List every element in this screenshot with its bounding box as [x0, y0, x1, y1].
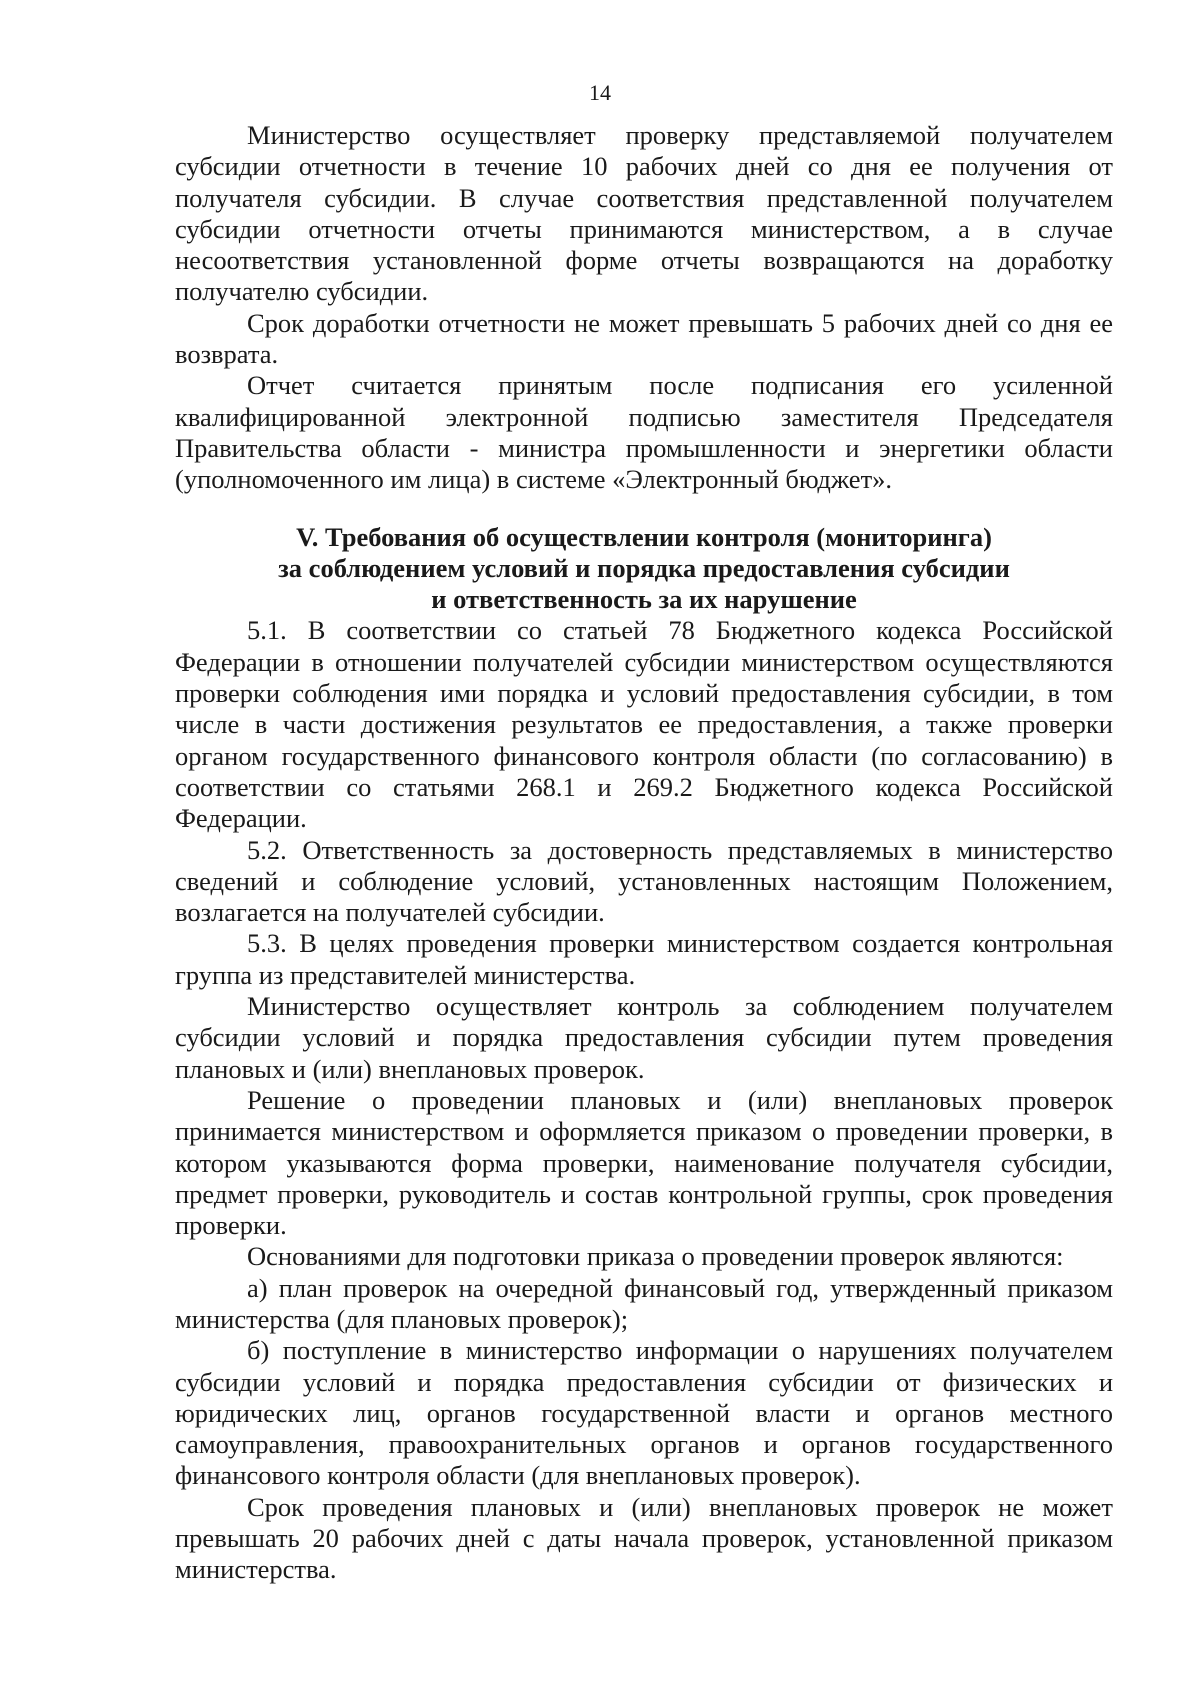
section-heading-line-3: и ответственность за их нарушение: [431, 584, 857, 615]
paragraph-5-1: 5.1. В соответствии со статьей 78 Бюджетного кодекса Российской Федерации в отношении получателей субсидии министерством осуществляются проверки соблюдения ими порядка и условий предоставления субсидии, в том числе в части достижения результатов ее предоставления, а также проверки органом государственного финансового контроля области (по согласованию) в соответствии со статьями 268.1 и 269.2 Бюджетного кодекса Российской Федерации.: [175, 615, 1113, 834]
paragraph-inspection-duration: Срок проведения плановых и (или) внеплановых проверок не может превышать 20 рабочих дней с даты начала проверок, установленной приказом министерства.: [175, 1491, 1113, 1585]
paragraph-grounds-b: б) поступление в министерство информации о нарушениях получателем субсидии условий и порядка предоставления субсидии от физических и юридических лиц, органов государственной власти и органов местного самоуправления, правоохранительных органов и органов государственного финансового контроля области (для внеплановых проверок).: [175, 1335, 1113, 1491]
paragraph-report-acceptance: Отчет считается принятым после подписания его усиленной квалифицированной электронной подписью заместителя Председателя Правительства области - министра промышленности и энергетики области (уполномоченного им лица) в системе «Электронный бюджет».: [175, 370, 1113, 495]
page-number: 14: [589, 80, 611, 105]
paragraph-grounds-a: а) план проверок на очередной финансовый год, утвержденный приказом министерства (для плановых проверок);: [175, 1272, 1113, 1334]
section-heading-line-2: за соблюдением условий и порядка предоставления субсидии: [278, 552, 1010, 583]
paragraph-control: Министерство осуществляет контроль за соблюдением получателем субсидии условий и порядка предоставления субсидии путем проведения плановых и (или) внеплановых проверок.: [175, 991, 1113, 1084]
paragraph-5-3: 5.3. В целях проведения проверки министерством создается контрольная группа из представителей министерства.: [175, 928, 1113, 990]
paragraph-inspection-decision: Решение о проведении плановых и (или) внеплановых проверок принимается министерством и оформляется приказом о проведении проверки, в котором указываются форма проверки, наименование получателя субсидии, предмет проверки, руководитель и состав контрольной группы, срок проведения проверки.: [175, 1084, 1113, 1241]
document-body: [175, 120, 1113, 1586]
paragraph-grounds-intro: Основаниями для подготовки приказа о проведении проверок являются:: [247, 1241, 1064, 1272]
paragraph-5-2: 5.2. Ответственность за достоверность представляемых в министерство сведений и соблюдение условий, установленных настоящим Положением, возлагается на получателей субсидии.: [175, 834, 1113, 928]
paragraph-report-verification: Министерство осуществляет проверку представляемой получателем субсидии отчетности в течение 10 рабочих дней со дня ее получения от получателя субсидии. В случае соответствия представленной получателем субсидии отчетности отчеты принимаются министерством, а в случае несоответствия установленной форме отчеты возвращаются на доработку получателю субсидии.: [175, 120, 1113, 307]
section-heading: [175, 522, 1113, 616]
section-heading-line-1: V. Требования об осуществлении контроля (мониторинга): [296, 521, 992, 552]
paragraph-revision-deadline: Срок доработки отчетности не может превышать 5 рабочих дней со дня ее возврата.: [175, 307, 1113, 370]
